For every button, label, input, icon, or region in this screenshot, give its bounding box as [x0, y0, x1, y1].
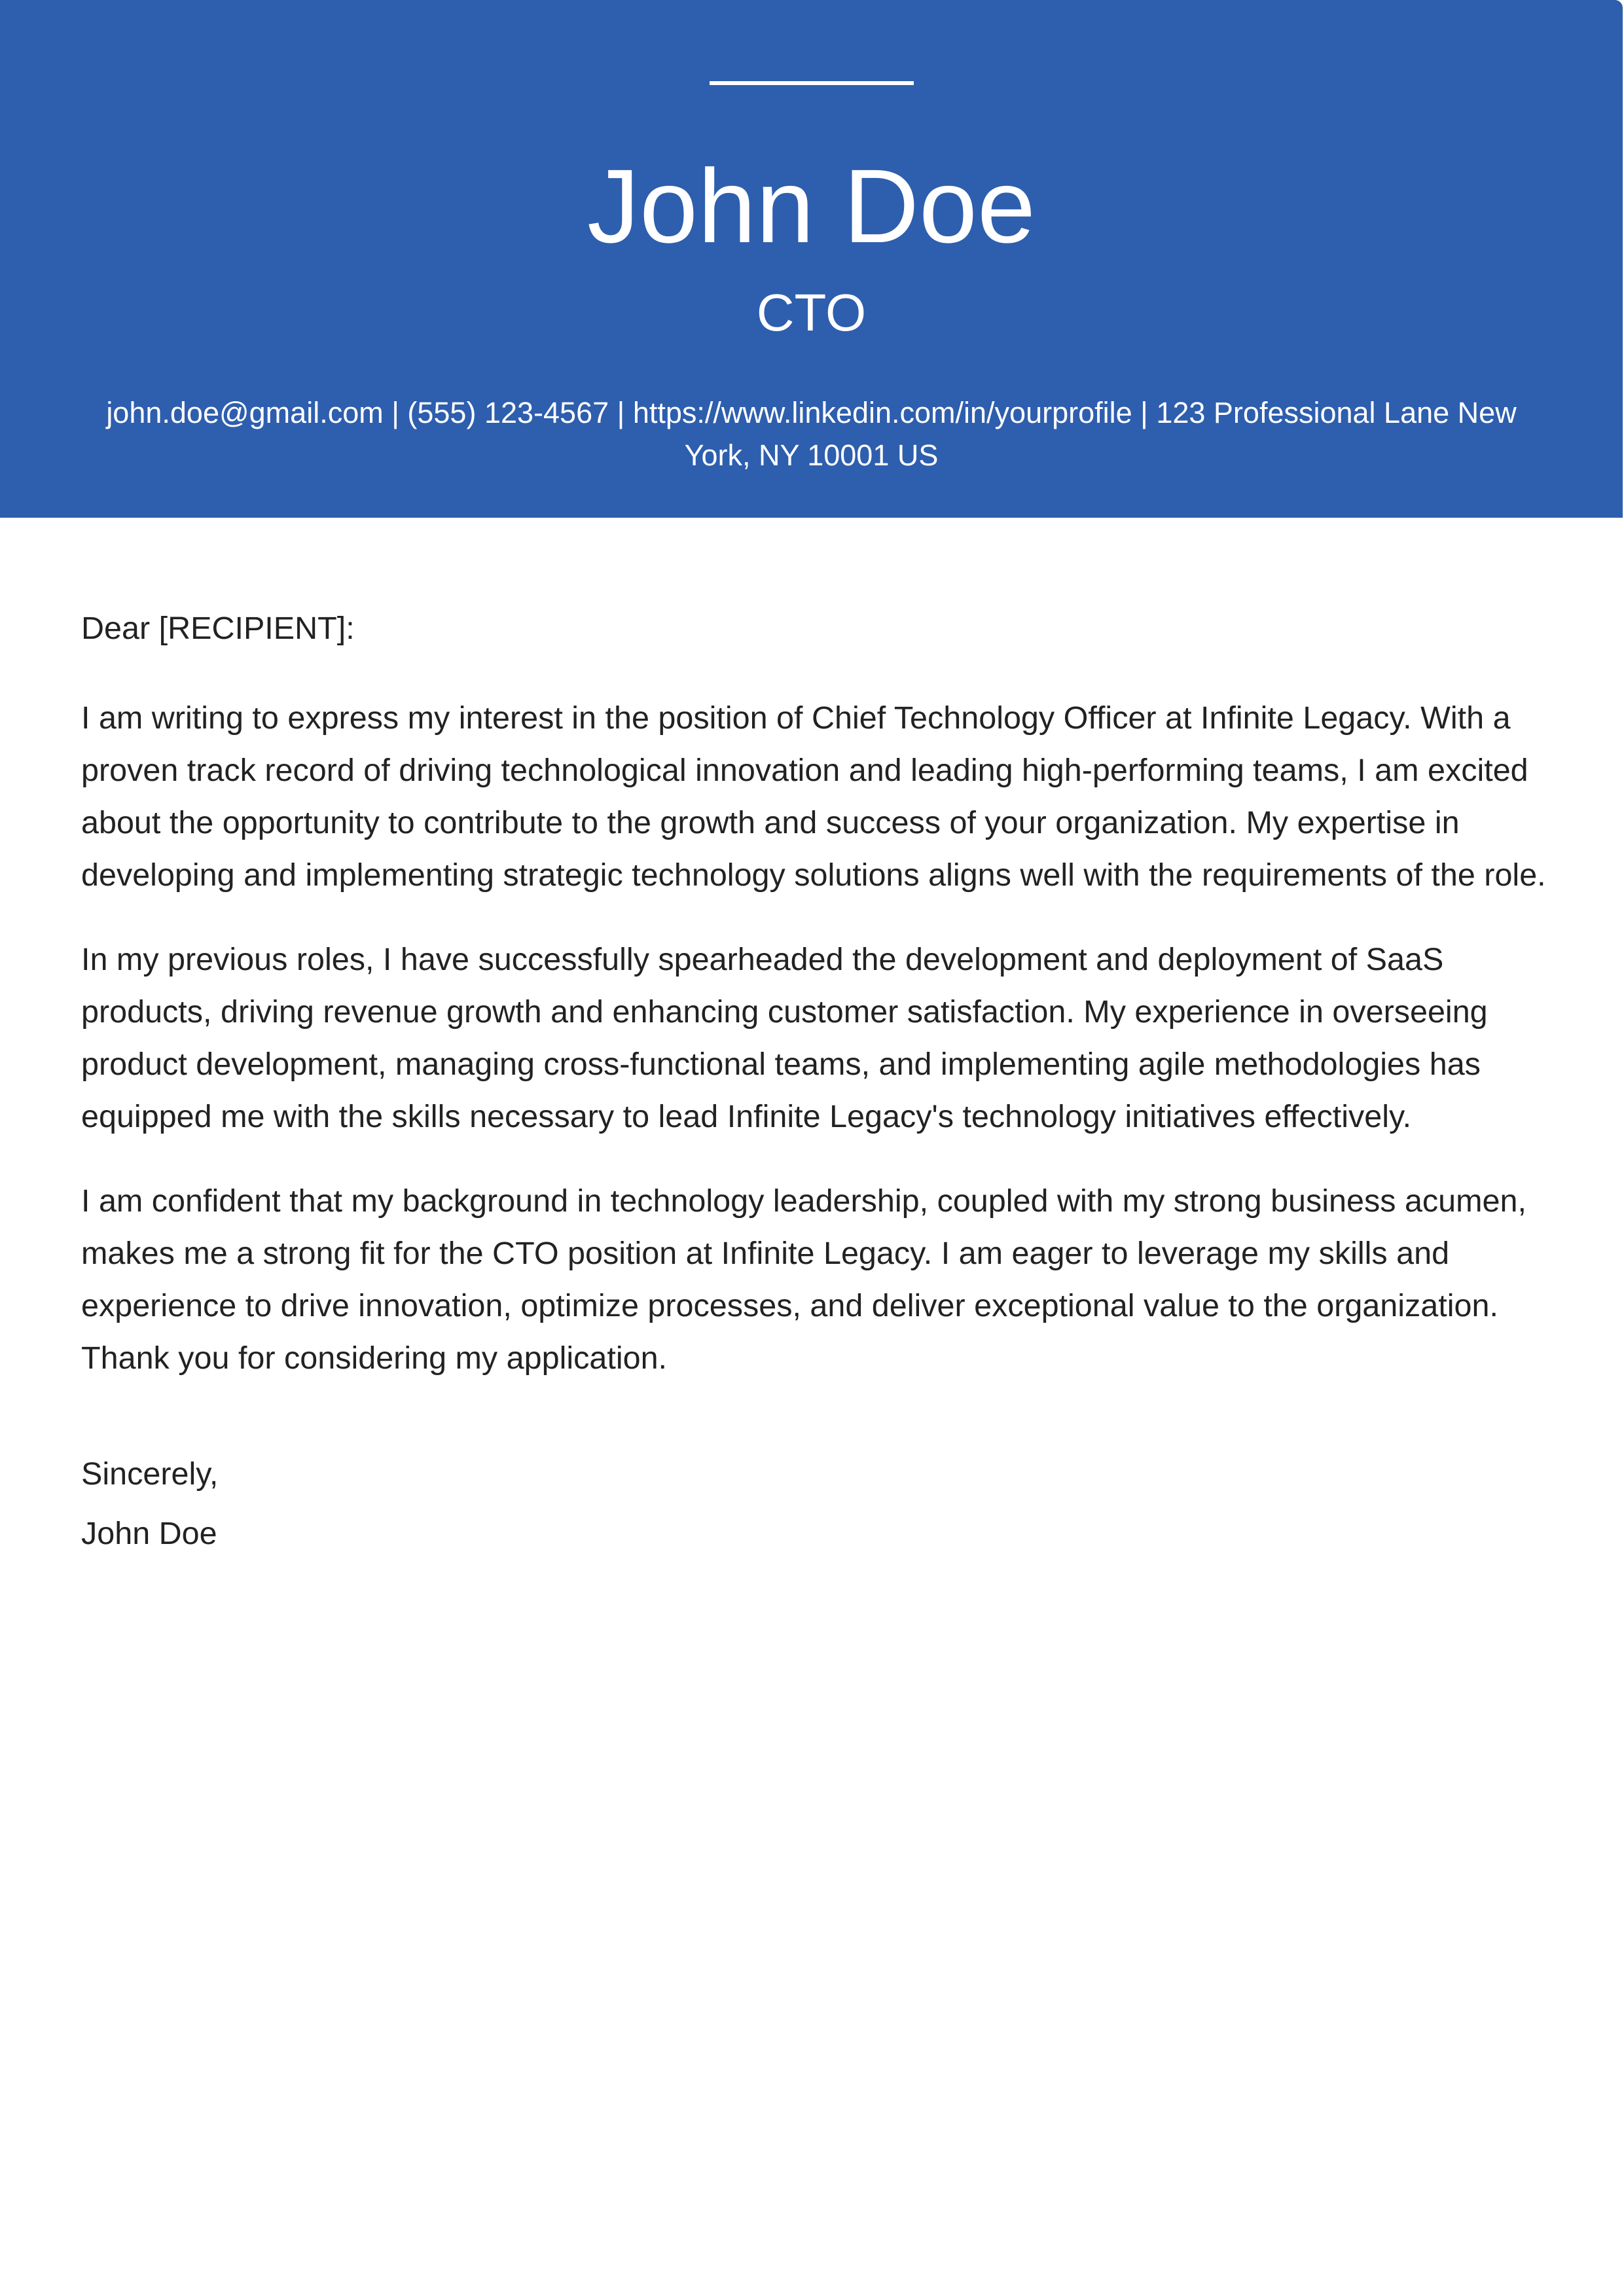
letter-paragraph-1: I am writing to express my interest in the position of Chief Technology Officer at Infinite Legacy. With a proven track record of driving technological innovation and leading high-performing teams, I am excited about the opportunity to contribute to the growth and success of your organization. My expertise in developing and implementing strategic technology solutions aligns well with the requirements of the role. — [81, 700, 1546, 893]
applicant-name: John Doe — [587, 147, 1036, 264]
letter-paragraph-3: I am confident that my background in technology leadership, coupled with my strong business acumen, makes me a strong fit for the CTO position at Infinite Legacy. I am eager to leverage my skills and experience to drive innovation, optimize processes, and deliver exceptional value to the organization. Thank you for considering my application. — [81, 1183, 1526, 1376]
letter-body — [81, 602, 1547, 1564]
signature: John Doe — [81, 1516, 217, 1551]
contact-info: john.doe@gmail.com | (555) 123-4567 | https://www.linkedin.com/in/yourprofile | 123 Professional Lane New York, NY 10001 US — [106, 396, 1517, 472]
salutation: Dear [RECIPIENT]: — [81, 611, 355, 646]
letter-paragraph-2: In my previous roles, I have successfully spearheaded the development and deployment of SaaS products, driving revenue growth and enhancing customer satisfaction. My experience in overseeing product development, managing cross-functional teams, and implementing agile methodologies has equipped me with the skills necessary to lead Infinite Legacy's technology initiatives effectively. — [81, 942, 1488, 1134]
header-divider — [710, 81, 914, 85]
header-banner — [0, 0, 1623, 518]
closing: Sincerely, — [81, 1456, 219, 1492]
applicant-title: CTO — [756, 283, 867, 342]
